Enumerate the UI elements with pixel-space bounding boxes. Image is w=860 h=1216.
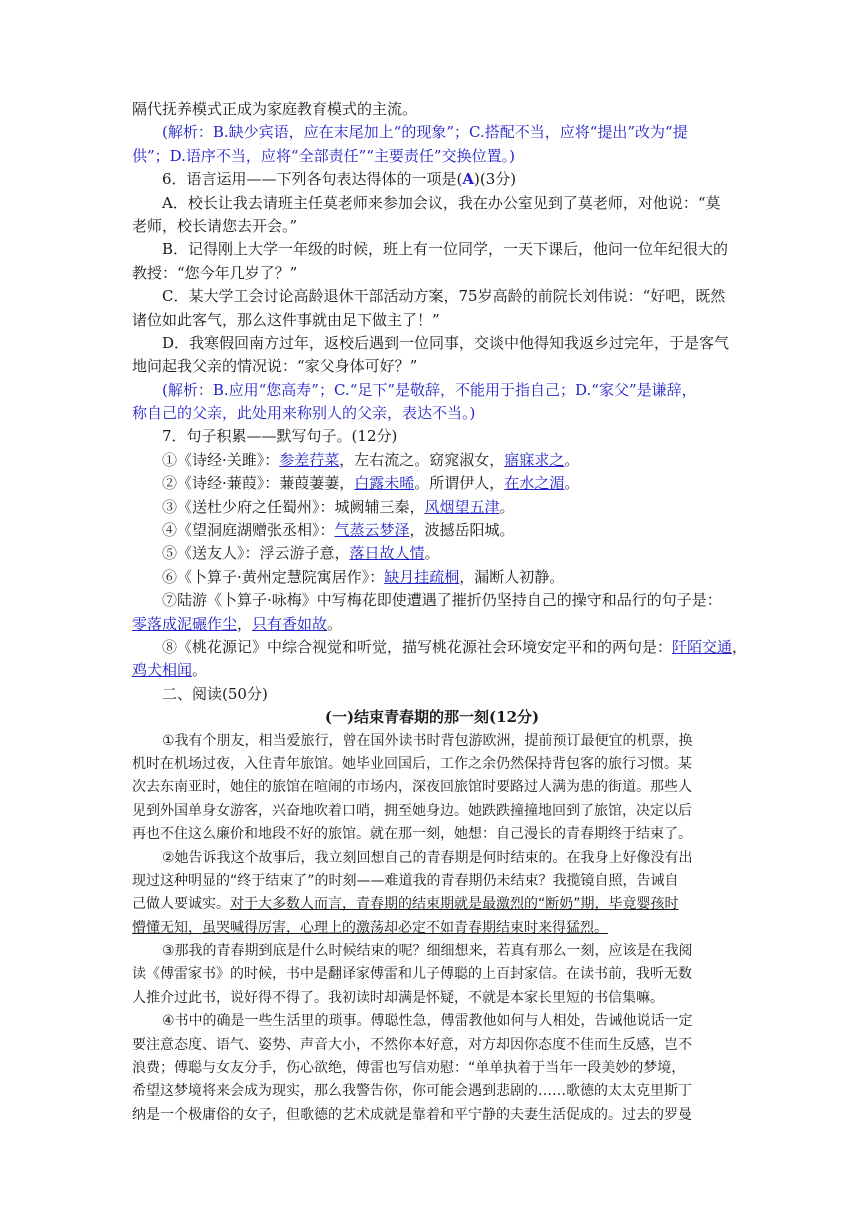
q7-i5-answer: 落日故人情 (349, 544, 425, 563)
q7-i7-e: 。 (327, 614, 343, 633)
intro-tail: 隔代抚养模式正成为家庭教育模式的主流。 (132, 100, 418, 118)
p2-underlined-sentence-cont: 懵懂无知，虽哭喊得厉害，心理上的激荡却必定不如青春期结束时来得猛烈。 (132, 919, 608, 936)
q6-stem (132, 168, 732, 191)
p2-line: ②她告诉我这个故事后，我立刻回想自己的青春期是何时结束的。在我身上好像没有出 (162, 849, 693, 866)
p4-line: ④书中的确是一些生活里的琐事。傅聪性急，傅雷教他如何与人相处，告诫他说话一定 (162, 1013, 693, 1030)
q7-i1-e: 。 (564, 450, 580, 469)
q6-stem-text: 6．语言运用——下列各句表达得体的一项是( (162, 170, 463, 189)
q7-i8-answer-1: 阡陌交通 (672, 637, 733, 656)
q7-item-5 (132, 542, 732, 565)
q6-analysis-line-1: (解析：B.应用“您高寿”；C.“足下”是敬辞，不能用于指自己；D.“家父”是谦辞， (162, 380, 697, 399)
q5-analysis-line-2: 供”；D.语序不当，应将“全部责任”“主要责任”交换位置。) (132, 146, 515, 165)
q6-option-d: D．我寒假回南方过年，返校后遇到一位同事，交谈中他得知我返乡过完年，于是客气 (162, 333, 730, 352)
q7-i1-a: ①《诗经·关雎》： (162, 450, 280, 469)
p3-line: 读《傅雷家书》的时候，书中是翻译家傅雷和儿子傅聪的上百封家信。在读书前，我听无数 (132, 966, 692, 983)
q7-i1-answer-1: 参差荇菜 (279, 450, 340, 469)
q6-option-a: A．校长让我去请班主任莫老师来参加会议，我在办公室见到了莫老师，对他说：“莫 (162, 193, 721, 212)
q7-i1-c: ，左右流之。窈窕淑女， (339, 450, 505, 469)
q6-answer: A (462, 170, 475, 189)
p3-line: 人推介过此书，说好得不得了。我初读时却满是怀疑，不就是本家长里短的书信集嘛。 (132, 989, 664, 1006)
q7-i2-answer-1: 白露未晞 (354, 474, 415, 493)
p1-line: 机时在机场过夜，入住青年旅馆。她毕业回国后，工作之余仍然保持背包客的旅行习惯。某 (132, 755, 692, 772)
p4-line: 要注意态度、语气、姿势、声音大小，不然你本好意，对方却因你态度不佳而生反感，岂不 (132, 1036, 692, 1053)
q7-i7-c: ， (237, 614, 253, 633)
passage-body (132, 730, 732, 1128)
q7-i3-answer: 风烟望五津 (424, 497, 500, 516)
q7-stem: 7．句子积累——默写句子。(12分) (162, 427, 398, 446)
p4-line: 纳是一个极庸俗的女子，但歌德的艺术成就是靠着和平宁静的夫妻生活促成的。过去的罗曼 (132, 1106, 692, 1123)
q7-i6-a: ⑥《卜算子·黄州定慧院寓居作》： (162, 567, 385, 586)
q7-item-7-answers (132, 613, 732, 636)
p4-line: 希望这梦境将来会成为现实，那么我警告你，你可能会遇到悲剧的……歌德的太太克里斯丁 (132, 1083, 692, 1100)
q7-i7-answer-1: 零落成泥碾作尘 (132, 614, 238, 633)
document-page (132, 98, 748, 1127)
q7-i8-a: ⑧《桃花源记》中综合视觉和听觉，描写桃花源社会环境安定平和的两句是： (162, 637, 673, 656)
q7-i8-c: ， (732, 637, 748, 656)
q7-item-7: ⑦陆游《卜算子·咏梅》中写梅花即使遭遇了摧折仍坚持自己的操守和品行的句子是： (162, 591, 722, 610)
q7-i2-answer-2: 在水之湄 (504, 474, 565, 493)
q7-i4-c: ，波撼岳阳城。 (409, 521, 515, 540)
p1-line: 次去东南亚时，她住的旅馆在喧闹的市场内，深夜回旅馆时要路过人满为患的街道。那些人 (132, 779, 692, 796)
p2-plain: 己做人要诚实。 (132, 896, 230, 913)
q7-i5-c: 。 (424, 544, 440, 563)
p2-underlined-sentence: 对于大多数人而言，青春期的结束期就是最激烈的“断奶”期，毕竟婴孩时 (230, 896, 679, 913)
q7-i4-a: ④《望洞庭湖赠张丞相》： (162, 521, 335, 540)
q5-analysis-line-1: (解析：B.缺少宾语，应在末尾加上“的现象”；C.搭配不当，应将“提出”改为“提 (162, 123, 688, 142)
q7-item-3 (132, 496, 732, 519)
q7-item-4 (132, 519, 732, 542)
q6-score: )(3分) (474, 170, 517, 189)
q7-i6-c: ，漏断人初静。 (459, 567, 565, 586)
q7-i2-e: 。 (564, 474, 580, 493)
p4-line: 浪费；傅聪与女友分手，伤心欲绝，傅雷也写信劝慰：“单单执着于当年一段美妙的梦境， (132, 1060, 686, 1077)
q7-i7-answer-2: 只有香如故 (252, 614, 328, 633)
q7-i8-answer-2: 鸡犬相闻 (132, 661, 193, 680)
passage-title: (一)结束青春期的那一刻(12分) (324, 708, 540, 727)
q7-i4-answer: 气蒸云梦泽 (334, 521, 410, 540)
p1-line: 见到外国单身女游客，兴奋地吹着口哨，拥至她身边。她跌跌撞撞地回到了旅馆，决定以后 (132, 802, 692, 819)
q6-option-c-cont: 诸位如此客气，那么这件事就由足下做主了！” (132, 310, 440, 329)
reading-heading: 二、阅读(50分) (162, 684, 268, 703)
q7-item-8-cont (132, 659, 732, 682)
q6-option-b: B．记得刚上大学一年级的时候，班上有一位同学，一天下课后，他问一位年纪很大的 (162, 240, 729, 259)
q6-option-a-cont: 老师，校长请您去开会。” (132, 216, 298, 235)
p2-line: 现过这种明显的“终于结束了”的时刻——难道我的青春期仍未结束？我揽镜自照，告诫自 (132, 872, 679, 889)
p3-line: ③那我的青春期到底是什么时候结束的呢？细细想来，若真有那么一刻，应该是在我阅 (162, 943, 693, 960)
q7-i2-a: ②《诗经·蒹葭》：蒹葭萋萋， (162, 474, 355, 493)
q6-option-b-cont: 教授：“您今年几岁了？” (132, 263, 298, 282)
q6-analysis-line-2: 称自己的父亲，此处用来称别人的父亲，表达不当。) (132, 404, 476, 423)
q6-option-d-cont: 地问起我父亲的情况说：“家父身体可好？” (132, 357, 418, 376)
p1-line: ①我有个朋友，相当爱旅行，曾在国外读书时背包游欧洲，提前预订最便宜的机票，换 (162, 732, 693, 749)
q7-item-1 (132, 449, 732, 472)
q6-option-c: C．某大学工会讨论高龄退休干部活动方案，75岁高龄的前院长刘伟说：“好吧，既然 (162, 287, 726, 306)
q7-i3-c: 。 (499, 497, 515, 516)
q7-i2-c: 。所谓伊人， (414, 474, 505, 493)
p1-line: 再也不住这么廉价和地段不好的旅馆。就在那一刻，她想：自己漫长的青春期终于结束了。 (132, 826, 692, 843)
q7-i8-e: 。 (192, 661, 208, 680)
q7-item-2 (132, 472, 732, 495)
p2-line (132, 893, 732, 916)
q7-i5-a: ⑤《送友人》：浮云游子意， (162, 544, 350, 563)
q7-item-8 (132, 636, 748, 659)
q7-i3-a: ③《送杜少府之任蜀州》：城阙辅三秦， (162, 497, 425, 516)
q7-i1-answer-2: 寤寐求之 (504, 450, 565, 469)
q7-i6-answer: 缺月挂疏桐 (384, 567, 460, 586)
q7-item-6 (132, 566, 732, 589)
